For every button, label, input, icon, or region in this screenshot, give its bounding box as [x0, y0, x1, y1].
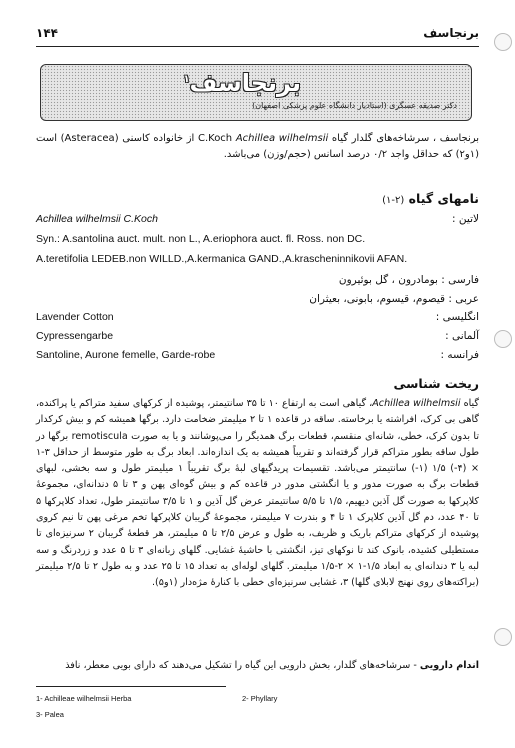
footnote-2: 2- Phyllary — [242, 694, 278, 703]
arabic-names-line: عربی : قیصوم، قیسوم، بابونی، بعیثران — [309, 293, 479, 305]
synonyms-line-1: Syn.: A.santolina auct. mult. non L., A.eriophora auct. fl. Ross. non DC. — [36, 233, 366, 245]
running-header — [36, 26, 479, 44]
intro-text-before: برنجاسف ، سرشاخه‌های گلدار گیاه — [331, 133, 480, 144]
monograph-title-text: برنجاسف — [189, 69, 301, 97]
monograph-title — [183, 69, 301, 97]
header-divider — [36, 46, 479, 47]
german-name-row — [36, 330, 479, 346]
binder-hole-icon — [494, 628, 512, 646]
latin-label: لاتین : — [452, 213, 479, 225]
morphology-heading: ریخت شناسی — [393, 376, 479, 391]
french-label: فرانسه : — [440, 349, 479, 361]
title-footnote-mark: ۱ — [183, 74, 190, 85]
organ-text: - سرشاخه‌های گلدار، بخش دارویی این گیاه را تشکیل می‌دهند که دارای بویی معطر، نافذ — [65, 660, 417, 671]
running-title: برنجاسف — [423, 26, 479, 40]
organ-label: اندام دارویی — [419, 660, 479, 671]
title-box — [40, 64, 472, 121]
binder-hole-icon — [494, 33, 512, 51]
synonyms-line-2: A.teretifolia LEDEB.non WILLD.,A.kermanica GAND.,A.krascheninnikovii AFAN. — [36, 253, 408, 265]
intro-text-after: از خانواده کاسنی (Asteracea) است (۱و۲) که حداقل واجد ۰/۲ درصد اسانس (حجم/وزن) می‌باشد. — [36, 133, 479, 160]
intro-paragraph — [36, 131, 479, 163]
footnote-divider — [36, 686, 226, 687]
english-value: Lavender Cotton — [36, 311, 114, 323]
organ-paragraph — [36, 658, 479, 674]
morphology-start: گیاه — [463, 398, 479, 409]
binder-hole-icon — [494, 330, 512, 348]
footnote-1: 1- Achilleae wilhelmsii Herba — [36, 694, 132, 703]
english-name-row — [36, 311, 479, 327]
intro-species-name: Achillea wilhelmsii — [235, 133, 329, 144]
names-heading-ref: (۲-۱) — [382, 195, 405, 206]
footnote-3: 3- Palea — [36, 710, 64, 719]
german-label: آلمانی : — [445, 330, 479, 342]
intro-species-author: C.Koch — [197, 133, 233, 144]
german-value: Cypressengarbe — [36, 330, 114, 342]
names-heading-text: نامهای گیاه — [408, 191, 479, 206]
author-line: دکتر صدیقه عسگری (استادیار دانشگاه علوم پزشکی اصفهان) — [252, 101, 457, 110]
morphology-body: ، گیاهی است به ارتفاع ۱۰ تا ۳۵ سانتیمتر، پوشیده از کرکهای سفید متراکم یا پراکنده، گاهی بی کرک، افراشته یا برخاسته. ساقه در قاعده ۱ تا ۲ میلیمتر ضخامت دارد. برگها همیشه کم و بیش کرکدار تا بدون کرک، خطی، شانه‌ای منقسم، قطعات برگ همدیگر را می‌پوشانند و یا به صورت remotiscula برگها در طول ساقه بطور متراکم قرار گرفته‌اند و تقریباً همیشه به یک اندازه‌اند. ابعاد برگ به طور متوسط از حداقل ۳-۱ × (۴-) ۱/۵ (۱-) سانتیمتر می‌باشد. تقسیمات پریدگیهای لبهٔ برگ تقریباً ۱ میلیمتر طول و سه بخشی، لبهای قطعات برگ به صورت مدور و یا انگشتی مدور در قاعده کم و بیش گوه‌ای پهن و ۳ تا ۵ دندانه‌ای، مجموعهٔ کلاپرکها به صورت گل آذین دیهیم، ۱/۵ تا ۵/۵ سانتیمتر عرض گل آذین و ۱ تا ۳/۵ سانتیمتر طول، تعداد کلاپرکها ۵ تا ۴۰ عدد، دم گل آذین کلاپرک ۱ تا ۴ و بندرت ۷ میلیمتر، مجموعهٔ گریبان کلاپرکها تخم مرغی پهن تا نیم کروی پوشیده از کرکهای متراکم باریک و ظریف، به طول و عرض ۲/۵ تا ۵ میلیمتر، هر قطعهٔ گریبان ۲ سرنیزه‌ای تا مستطیلی کشیده، بانوک کند تا نوکهای تیز، انگشتی با حاشیهٔ غشایی. گلهای زبانه‌ای ۳ تا ۵ عدد و زردرنگ و سه لبه یا ۳ دندانه‌ای به ابعاد ۱/۵-۱ × ۲-۱/۵ میلیمتر. گلهای لوله‌ای به تعداد ۱۵ تا ۲۵ عدد و به طول ۲ تا ۲/۵ میلیمتر (براکته‌های روی نهنج لابلای گلها) ۳، غشایی سرنیزه‌ای خطی با کنارهٔ مژه‌دار (۱و۵). — [36, 398, 480, 589]
french-value: Santoline, Aurone femelle, Garde-robe — [36, 349, 216, 361]
persian-names-line: فارسی : بومادرون ، گل بوئیرون — [338, 274, 479, 286]
french-name-row — [36, 349, 479, 365]
morphology-species-name: Achillea wilhelmsii — [372, 398, 461, 409]
latin-name-row — [36, 213, 479, 229]
page-number: ۱۴۴ — [36, 26, 58, 40]
english-label: انگلیسی : — [435, 311, 479, 323]
morphology-paragraph — [36, 396, 479, 592]
latin-value: Achillea wilhelmsii C.Koch — [36, 213, 158, 225]
names-heading — [382, 191, 479, 206]
